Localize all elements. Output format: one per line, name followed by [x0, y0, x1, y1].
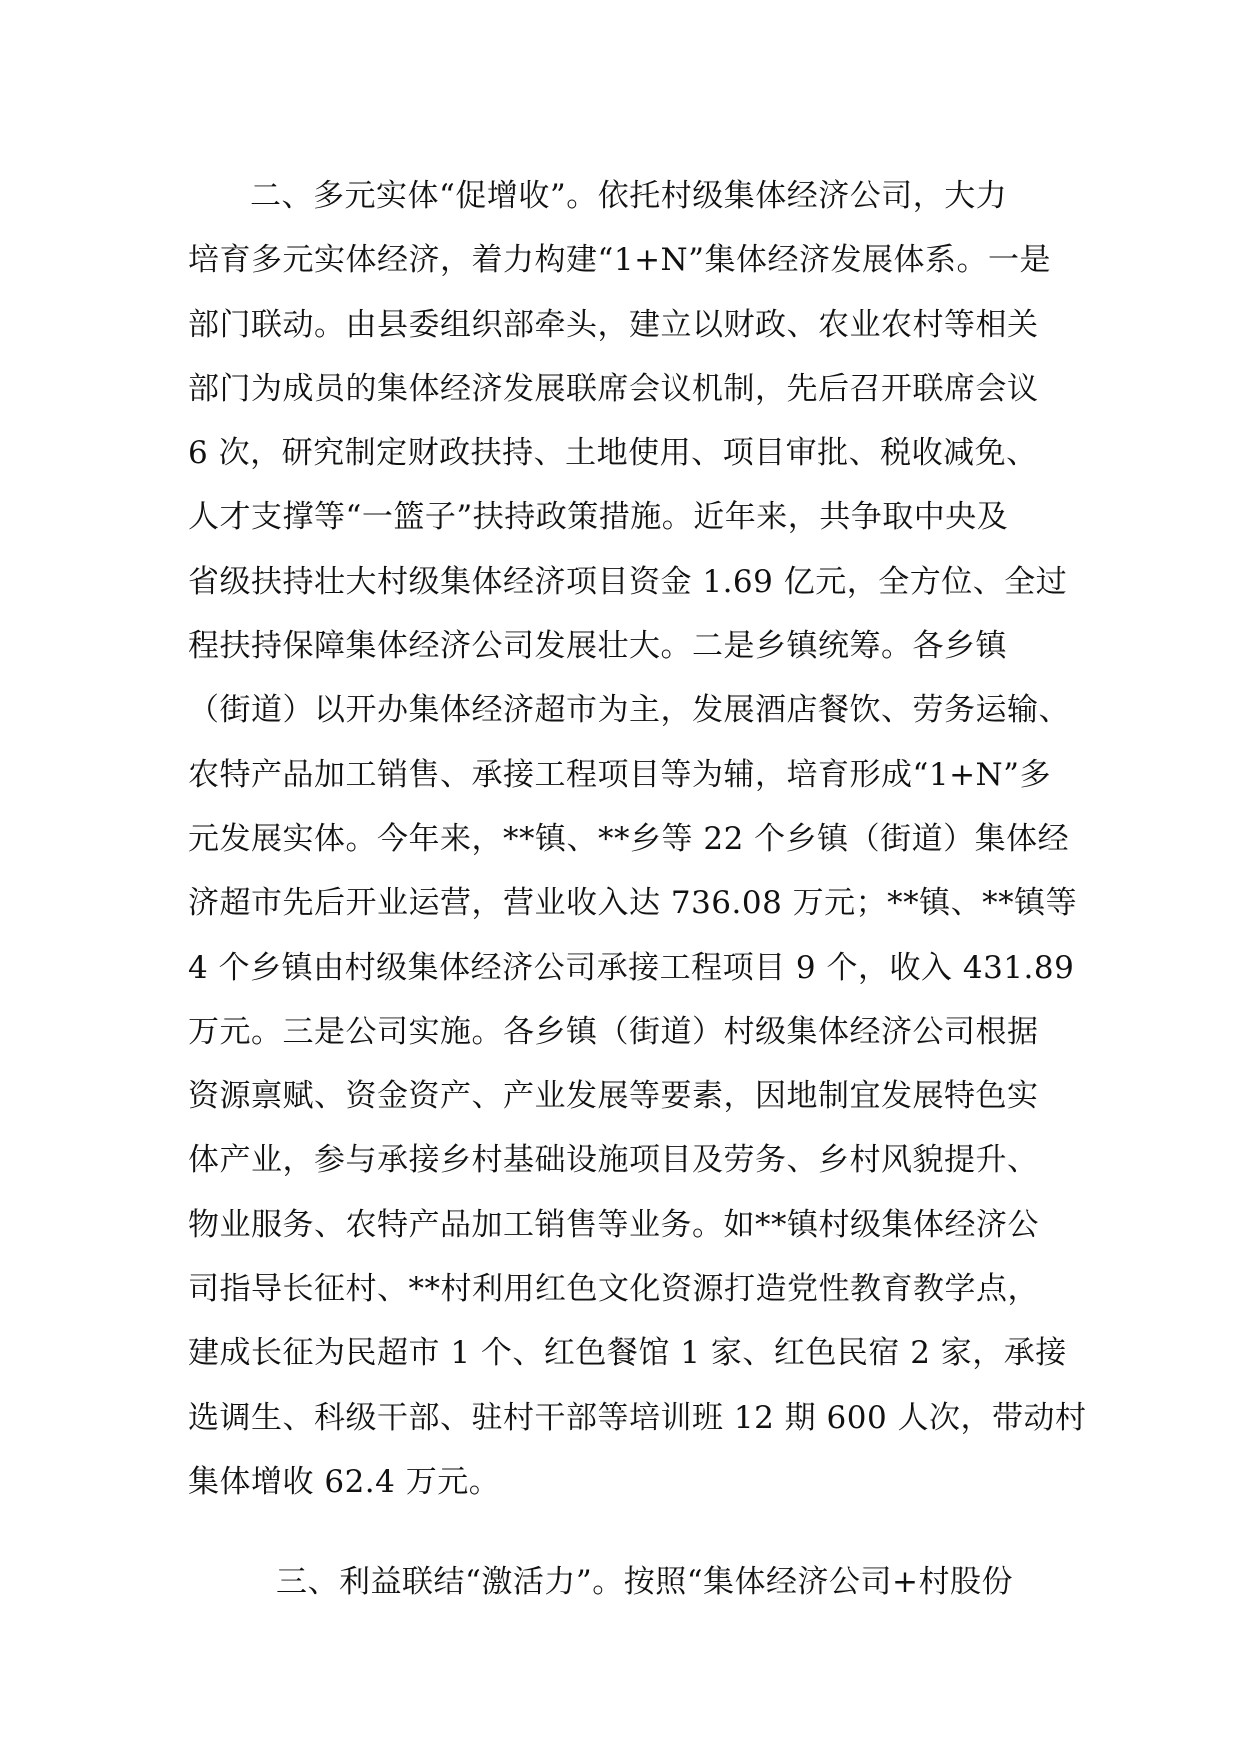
text-line: 建成长征为民超市 1 个、红色餐馆 1 家、红色民宿 2 家，承接 — [188, 1335, 1067, 1372]
text-line: 培育多元实体经济，着力构建“1+N”集体经济发展体系。一是 — [188, 242, 1052, 279]
paragraph-interest-linkage — [188, 1550, 1068, 1614]
paragraph-multi-entity — [188, 164, 1087, 1514]
text-line: 万元。三是公司实施。各乡镇（街道）村级集体经济公司根据 — [188, 1013, 1039, 1050]
text-line: 体产业，参与承接乡村基础设施项目及劳务、乡村风貌提升、 — [188, 1142, 1039, 1179]
text-line: 选调生、科级干部、驻村干部等培训班 12 期 600 人次，带动村 — [188, 1399, 1087, 1436]
text-line: 人才支撑等“一篮子”扶持政策措施。近年来，共争取中央及 — [188, 499, 1009, 536]
document-body — [188, 164, 1087, 1615]
text-line: 集体增收 62.4 万元。 — [188, 1463, 501, 1500]
text-line: 部门为成员的集体经济发展联席会议机制，先后召开联席会议 — [188, 370, 1039, 407]
text-line: 程扶持保障集体经济公司发展壮大。二是乡镇统筹。各乡镇 — [188, 628, 1007, 665]
text-line: 部门联动。由县委组织部牵头，建立以财政、农业农村等相关 — [188, 306, 1039, 343]
text-line: 三、利益联结“激活力”。按照“集体经济公司+村股份 — [276, 1564, 1014, 1601]
text-line: 元发展实体。今年来，**镇、**乡等 22 个乡镇（街道）集体经 — [188, 820, 1070, 857]
paragraph-gap — [188, 1514, 1068, 1550]
text-line: （街道）以开办集体经济超市为主，发展酒店餐饮、劳务运输、 — [188, 692, 1070, 729]
text-line: 司指导长征村、**村利用红色文化资源打造党性教育教学点， — [188, 1271, 1039, 1308]
text-line: 二、多元实体“促增收”。依托村级集体经济公司，大力 — [250, 178, 1008, 214]
text-line: 省级扶持壮大村级集体经济项目资金 1.69 亿元，全方位、全过 — [188, 563, 1068, 600]
text-line: 4 个乡镇由村级集体经济公司承接工程项目 9 个，收入 431.89 — [188, 949, 1075, 986]
text-line: 6 次，研究制定财政扶持、土地使用、项目审批、税收减免、 — [188, 435, 1038, 472]
text-line: 济超市先后开业运营，营业收入达 736.08 万元；**镇、**镇等 — [188, 885, 1078, 922]
text-line: 物业服务、农特产品加工销售等业务。如**镇村级集体经济公 — [188, 1206, 1039, 1243]
text-line: 资源禀赋、资金资产、产业发展等要素，因地制宜发展特色实 — [188, 1078, 1039, 1115]
text-line: 农特产品加工销售、承接工程项目等为辅，培育形成“1+N”多 — [188, 756, 1052, 793]
